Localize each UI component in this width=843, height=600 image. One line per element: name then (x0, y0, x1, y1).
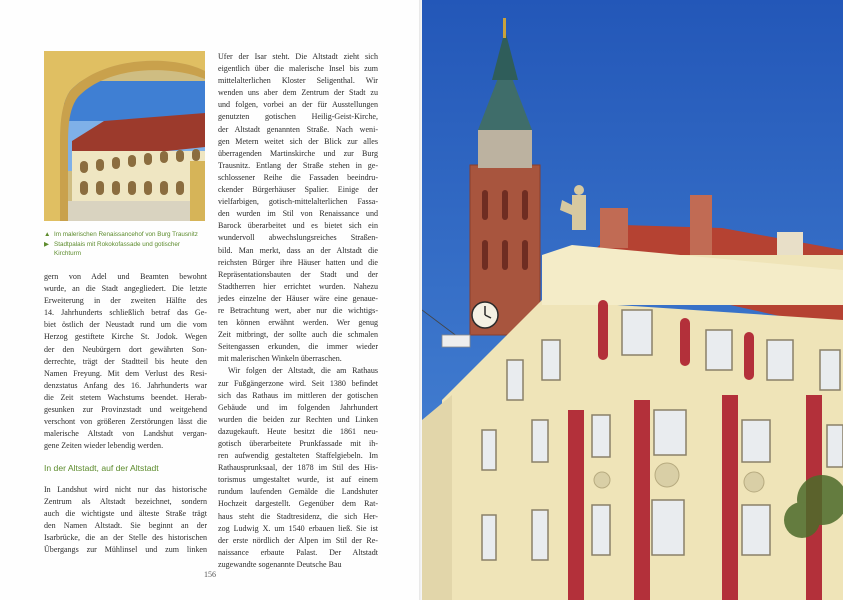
text-line: eigentlich über die malerische Insel bis zum (218, 64, 378, 74)
text-line: den wurden im Stil von Renaissance und (218, 209, 378, 219)
text-line: auch die wichtigste und älteste Straße trägt (44, 509, 207, 519)
left-page (0, 0, 421, 600)
text-line: bild. Man merkt, dass an der Altstadt die (218, 245, 378, 255)
text-line: den Namen Altstadt. Sie beginnt an der (44, 521, 207, 531)
caption-line-2 (44, 240, 207, 250)
text-line: schlossener Reihe die Fassaden beeindru- (218, 172, 378, 182)
text-line: gen Metern weitet sich der Blick zur alles (218, 136, 378, 146)
text-line: wundervoll abwechslungsreiches Straßen- (218, 233, 378, 243)
text-line: Isarbrücke, die an der Stelle des historischen (44, 533, 207, 543)
courtyard-arcade-photo (44, 51, 205, 221)
text-line: derrechte, trägt der Stadtteil bis heute den (44, 356, 207, 366)
text-line: Rathausprunksaal, der 1878 im Stil des His- (218, 463, 378, 473)
text-line: re Betrachtung wert, aber nur die wichtigs- (218, 305, 378, 315)
text-line: Wir folgen der Altstadt, die am Rathaus (228, 366, 378, 376)
text-line: zog Ludwig X. um 1540 erbauen ließ. Sie ist (218, 523, 378, 533)
text-line: Namen Freyung. Mit dem Verlust des Resi- (44, 368, 207, 378)
text-line: gene Zeiten wieder lebendig werden. (44, 441, 164, 451)
text-line: wenden uns aber dem Zentrum der Stadt zu (218, 88, 378, 98)
left-column-paragraph-2 (44, 484, 207, 557)
text-line: zur Fußgängerzone wird. Seit 1380 befindet (218, 378, 378, 388)
text-line: ckender Bürgerhäuser Spalier. Einige der (218, 185, 378, 195)
middle-column-text (218, 51, 378, 571)
text-line: mit malerischen Winkeln überraschen. (218, 354, 342, 364)
caption-text-2: Stadtpalais mit Rokokofassade und gotischer (54, 240, 181, 248)
text-line: mittelalterlichen Kloster Seligenthal. Wir (218, 76, 378, 86)
caption-text-1: Im malerischen Renaissancehof von Burg Trausnitz (54, 231, 198, 238)
text-line: Ufer der Isar steht. Die Altstadt zieht sich (218, 52, 378, 61)
text-line: vielfarbigen, gotisch-mittelalterlichen Fassa- (218, 197, 378, 207)
text-line: dazugekauft. Heute besitzt die 1861 neu- (218, 426, 378, 436)
text-line: gotisch überarbeitete Prunkfassade mit ih- (218, 439, 378, 448)
text-line: Übergangs zur Mühlinsel und zum linken (44, 545, 207, 555)
text-line: biet östlich der Neustadt rund um die vom (44, 320, 207, 330)
text-line: torismus umgestaltet wurde, ist auf einem (218, 475, 378, 485)
text-line: die Zeit stetem Wachstums beendet. Herab- (44, 392, 207, 402)
text-line: Hochzeit dargestellt. Gegenüber dem Rat- (218, 499, 378, 509)
photo-caption (44, 230, 207, 259)
text-line: naissance erbaute Palast. Der Altstadt (218, 547, 378, 557)
text-line: gern von Adel und Beamten bewohnt (44, 272, 207, 281)
text-line: Herzog gestiftete Kirche St. Jodok. Wegen (44, 332, 207, 342)
text-line: der Altstadt genannten Straße. Nach weni- (218, 124, 378, 134)
text-line: genutzten gotischen Heilig-Geist-Kirche, (218, 112, 378, 122)
arrow-right-icon: ▶ (44, 240, 49, 248)
caption-line-1 (44, 230, 207, 240)
caption-line-3 (44, 249, 207, 259)
left-column-paragraph-1 (44, 271, 207, 452)
text-line: wurde, an die Stadt angegliedert. Die letzte (44, 284, 207, 294)
text-line: 14. Jahrhunderts schließlich betraf das Ge- (44, 308, 207, 318)
caption-text-3: Kirchturm (54, 250, 81, 257)
text-line: Trausnitz. Entlang der Straße stehen in ge- (218, 160, 378, 170)
text-line: ten können erwähnt werden. Wer genug (218, 318, 378, 328)
townhouse-tower-photo (422, 0, 843, 600)
text-line: sich das Rathaus im mittleren der gotischen (218, 390, 378, 400)
text-line: malerische Altstadt von Landshut vergan- (44, 429, 207, 439)
street-facade-illustration (422, 0, 843, 600)
text-line: Barock überarbeitet und es bietet sich ein (218, 221, 378, 231)
section-subheading: In der Altstadt, auf der Altstadt (44, 463, 159, 473)
text-line: reichsten Bürger ihre Häuser hatten und die (218, 257, 378, 267)
text-line: Stadtherren hier errichtet wurden. Nahezu (218, 281, 378, 291)
text-line: Seitengassen erkunden, die immer wieder (218, 342, 378, 352)
text-line: und folgen, vorbei an der für Ausstellungen (218, 100, 378, 110)
text-line: denzstatus Anfang des 16. Jahrhunderts war (44, 380, 207, 390)
text-line: gesunken zur Provinzstadt und weitgehend (44, 405, 207, 415)
text-line: Zeit mitbringt, der sollte auch die schmalen (218, 330, 378, 340)
text-line: jedes einzelne der Häuser wäre eine genaue- (218, 293, 378, 303)
text-line: zugewandte sogenannte Deutsche Bau (218, 559, 342, 569)
text-line: In Landshut wird nicht nur das historische (44, 485, 207, 494)
courtyard-illustration (44, 51, 205, 221)
text-line: der erste nördlich der Alpen im Stil der Re- (218, 535, 378, 545)
text-line: Gebäude und im folgenden Jahrhundert (218, 402, 378, 412)
text-line: Zentrum als Altstadt bezeichnet, sondern (44, 497, 207, 507)
text-line: verschont von größeren Zerstörungen lässt die (44, 417, 207, 427)
text-line: wurden die beiden zur Rechten und Linken (218, 414, 378, 424)
arrow-up-icon: ▲ (44, 231, 51, 238)
text-line: Repräsentationsbauten der Stadt und der (218, 269, 378, 279)
page-number: 156 (204, 570, 216, 579)
text-line: der den Neubürgern dort gewährten Son- (44, 344, 207, 354)
text-line: haus steht die Stadtresidenz, die sich Her- (218, 511, 378, 521)
text-line: ren aufwendig gestalteten Staffelgiebeln. Im (218, 451, 378, 461)
text-line: rundum laufenden Gemälde die Landshuter (218, 487, 378, 497)
text-line: Erweiterung in der zweiten Hälfte des (44, 296, 207, 306)
text-line: überragenden Martinskirche und zur Burg (218, 148, 378, 158)
